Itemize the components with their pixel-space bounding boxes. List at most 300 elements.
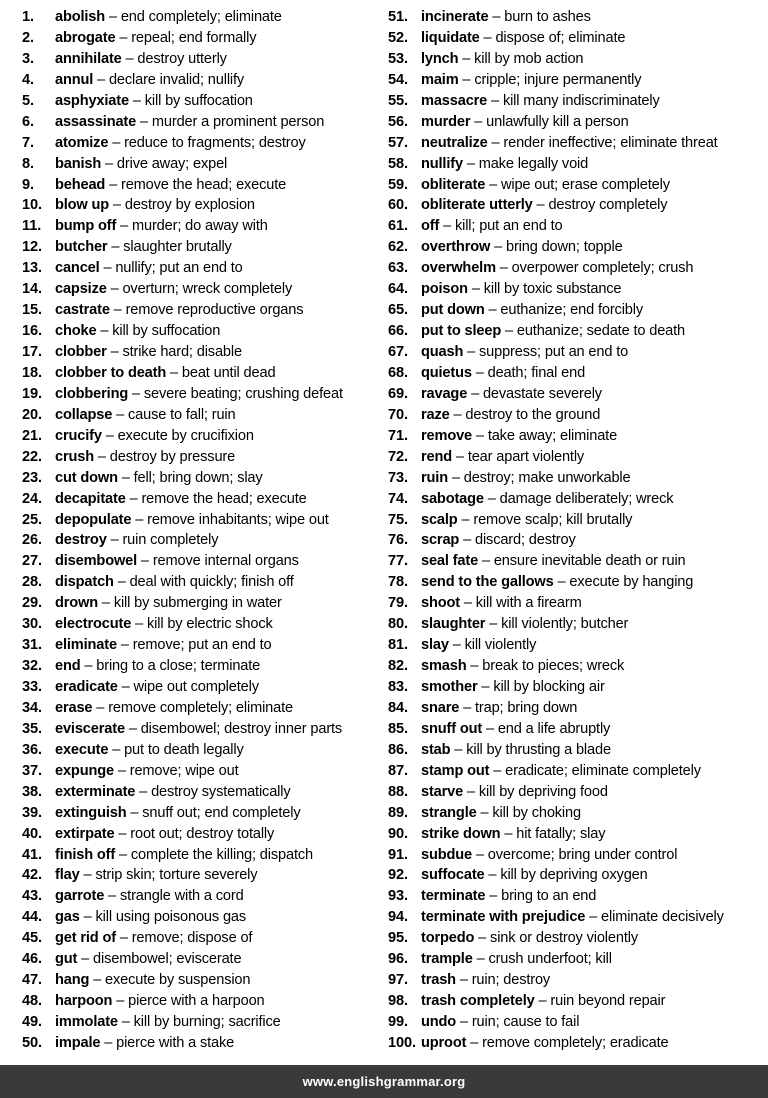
word-list-item-separator: – bbox=[166, 364, 182, 381]
word-list-item-separator: – bbox=[476, 804, 493, 821]
word-list-item-separator: – bbox=[449, 406, 466, 423]
word-list-item bbox=[22, 907, 380, 928]
word-list-item bbox=[388, 468, 764, 489]
word-list-item-number: 25. bbox=[22, 511, 42, 528]
word-list-item-body bbox=[421, 363, 585, 384]
word-list-item-separator: – bbox=[125, 490, 142, 507]
word-list-item-definition: ruin; destroy bbox=[471, 972, 551, 989]
word-list-item-definition: destroy systematically bbox=[151, 783, 291, 800]
word-list-item-body bbox=[55, 907, 246, 928]
word-list-item-body bbox=[421, 489, 673, 510]
word-list-item-definition: kill by electric shock bbox=[147, 616, 273, 633]
word-list-item-body bbox=[421, 928, 638, 949]
word-list-item-term: lynch bbox=[421, 50, 459, 67]
word-list-item-definition: drive away; expel bbox=[116, 155, 228, 172]
word-list-item bbox=[22, 865, 380, 886]
word-list-item bbox=[388, 551, 764, 572]
word-list-item-body bbox=[421, 1012, 579, 1033]
word-list-item-definition: kill with a firearm bbox=[475, 595, 582, 612]
word-list-item-number: 12. bbox=[22, 239, 42, 256]
word-list-item-body bbox=[55, 175, 286, 196]
word-list-item-body bbox=[421, 530, 576, 551]
word-list-item-number: 84. bbox=[388, 699, 408, 716]
word-list-item-term: scalp bbox=[421, 511, 458, 528]
word-list-item-separator: – bbox=[99, 260, 116, 277]
word-list-item-number: 45. bbox=[22, 930, 42, 947]
word-list-item-separator: – bbox=[472, 846, 488, 863]
word-list-item bbox=[388, 1012, 764, 1033]
word-list-item-definition: remove the head; execute bbox=[120, 176, 287, 193]
word-list-item bbox=[22, 510, 380, 531]
word-list-item bbox=[388, 321, 764, 342]
word-list-item-definition: eradicate; eliminate completely bbox=[505, 762, 701, 779]
word-list-item bbox=[22, 593, 380, 614]
word-list-item-definition: repeal; end formally bbox=[131, 29, 257, 46]
word-list-item-definition: kill by suffocation bbox=[112, 323, 221, 340]
word-list-item-body bbox=[55, 572, 294, 593]
word-list-item-definition: kill by choking bbox=[492, 804, 581, 821]
word-list-item-number: 75. bbox=[388, 511, 408, 528]
word-list-item-separator: – bbox=[128, 92, 145, 109]
word-list-item-term: castrate bbox=[55, 302, 110, 319]
word-list-item-definition: trap; bring down bbox=[474, 699, 578, 716]
word-list-item-term: smash bbox=[421, 658, 467, 675]
word-list-item bbox=[22, 279, 380, 300]
word-list-item bbox=[388, 112, 764, 133]
word-list-item bbox=[22, 949, 380, 970]
word-list-item bbox=[388, 279, 764, 300]
word-list-item-number: 69. bbox=[388, 385, 408, 402]
word-list-item-body bbox=[421, 384, 602, 405]
word-list-item bbox=[388, 928, 764, 949]
word-list-item-body bbox=[421, 447, 584, 468]
word-list-item-body bbox=[55, 426, 254, 447]
word-list-item-body bbox=[421, 551, 686, 572]
word-list-item-definition: kill by depriving food bbox=[478, 783, 608, 800]
word-list-item-number: 88. bbox=[388, 783, 408, 800]
word-list-item-definition: destroy utterly bbox=[137, 50, 227, 67]
word-list-item-definition: murder; do away with bbox=[132, 218, 268, 235]
word-list-item-body bbox=[55, 321, 220, 342]
word-list-item-body bbox=[55, 112, 324, 133]
word-list-item bbox=[388, 405, 764, 426]
word-list-item-number: 15. bbox=[22, 302, 42, 319]
word-list-item-separator: – bbox=[459, 699, 475, 716]
word-list-item-number: 86. bbox=[388, 741, 408, 758]
word-list-item-term: starve bbox=[421, 783, 464, 800]
word-list-item-definition: remove completely; eliminate bbox=[108, 699, 293, 716]
word-list-item-separator: – bbox=[131, 511, 148, 528]
word-list-item-number: 21. bbox=[22, 427, 42, 444]
word-list-item-separator: – bbox=[126, 804, 143, 821]
word-list-item-body bbox=[421, 195, 667, 216]
word-list-item-definition: euthanize; end forcibly bbox=[500, 302, 644, 319]
word-list-item-separator: – bbox=[116, 218, 132, 235]
word-list-item-separator: – bbox=[483, 490, 500, 507]
word-list-item-body bbox=[421, 321, 685, 342]
word-list-item-separator: – bbox=[105, 176, 121, 193]
word-list-item-term: terminate bbox=[421, 888, 486, 905]
word-list-item-number: 62. bbox=[388, 239, 408, 256]
word-list-item-separator: – bbox=[459, 595, 476, 612]
word-list-item-body bbox=[421, 677, 605, 698]
word-list-item-number: 80. bbox=[388, 616, 408, 633]
word-list-item-body bbox=[55, 593, 282, 614]
word-list-item-definition: slaughter brutally bbox=[123, 239, 232, 256]
word-list-item-definition: snuff out; end completely bbox=[142, 804, 301, 821]
word-list-item-body bbox=[55, 342, 242, 363]
word-list-item-number: 63. bbox=[388, 260, 408, 277]
word-list-item bbox=[388, 49, 764, 70]
footer-website-url: www.englishgrammar.org bbox=[302, 1074, 466, 1089]
word-list-item-number: 5. bbox=[22, 92, 34, 109]
word-list-item-number: 61. bbox=[388, 218, 408, 235]
word-list-item bbox=[388, 195, 764, 216]
word-list-item-number: 41. bbox=[22, 846, 42, 863]
word-list-item-number: 14. bbox=[22, 281, 42, 298]
word-list-item-separator: – bbox=[484, 302, 501, 319]
word-list-item bbox=[388, 175, 764, 196]
word-list-item-term: atomize bbox=[55, 134, 109, 151]
word-list-item-number: 6. bbox=[22, 113, 34, 130]
word-list-item-body bbox=[421, 133, 718, 154]
word-list-item bbox=[22, 635, 380, 656]
word-list-item-term: choke bbox=[55, 323, 97, 340]
word-list-item-number: 77. bbox=[388, 553, 408, 570]
word-list-item bbox=[22, 175, 380, 196]
word-list-item-body bbox=[55, 865, 257, 886]
word-list-item bbox=[22, 7, 380, 28]
word-list-item bbox=[388, 949, 764, 970]
word-list-item bbox=[22, 530, 380, 551]
word-list-item-term: abrogate bbox=[55, 29, 116, 46]
word-list-item-separator: – bbox=[488, 9, 505, 25]
word-list-item-body bbox=[421, 719, 610, 740]
word-list-item-number: 60. bbox=[388, 197, 408, 214]
word-list-item-definition: declare invalid; nullify bbox=[108, 71, 245, 88]
word-list-item-number: 52. bbox=[388, 29, 408, 46]
word-list-item-term: put down bbox=[421, 302, 485, 319]
word-list-item bbox=[22, 49, 380, 70]
word-list-item-separator: – bbox=[462, 155, 479, 172]
word-list-item bbox=[388, 635, 764, 656]
word-list-item-term: flay bbox=[55, 867, 80, 884]
word-list-item-separator: – bbox=[532, 197, 549, 214]
word-list-item bbox=[22, 824, 380, 845]
word-list-item bbox=[22, 761, 380, 782]
word-list-item bbox=[22, 928, 380, 949]
word-list-item-separator: – bbox=[489, 762, 506, 779]
word-list-item-body bbox=[421, 91, 660, 112]
word-list-item bbox=[22, 489, 380, 510]
word-list-item-definition: bring to a close; terminate bbox=[96, 658, 261, 675]
word-list-item-body bbox=[421, 782, 608, 803]
word-list-item-body bbox=[55, 363, 275, 384]
word-list-item-definition: kill by suffocation bbox=[144, 92, 253, 109]
word-list-item-term: crucify bbox=[55, 427, 102, 444]
word-list-item-definition: beat until dead bbox=[181, 364, 276, 381]
word-list-item-separator: – bbox=[478, 553, 494, 570]
word-list-item-term: quietus bbox=[421, 364, 472, 381]
word-list-item-definition: kill; put an end to bbox=[454, 218, 563, 235]
word-list-item-term: extirpate bbox=[55, 825, 115, 842]
word-list-item-number: 16. bbox=[22, 323, 42, 340]
word-list-item-body bbox=[55, 614, 273, 635]
word-list-item-body bbox=[55, 405, 235, 426]
word-list-item-definition: strike hard; disable bbox=[122, 344, 242, 360]
word-list-item-separator: – bbox=[79, 909, 96, 926]
word-list-item-number: 53. bbox=[388, 50, 408, 67]
word-list-item-definition: bring down; topple bbox=[505, 239, 623, 256]
word-list-item bbox=[388, 237, 764, 258]
word-list-item-separator: – bbox=[457, 511, 474, 528]
word-list-item-term: off bbox=[421, 218, 440, 235]
word-list-item-definition: murder a prominent person bbox=[151, 113, 325, 130]
word-list-item-definition: kill by toxic substance bbox=[483, 281, 622, 298]
word-list-item bbox=[22, 886, 380, 907]
word-list-item-separator: – bbox=[472, 427, 488, 444]
word-list-item-body bbox=[421, 824, 605, 845]
word-list-item bbox=[22, 258, 380, 279]
word-list-item bbox=[22, 300, 380, 321]
word-list-item-separator: – bbox=[121, 50, 138, 67]
word-list-item-body bbox=[55, 719, 342, 740]
word-list-item bbox=[388, 824, 764, 845]
word-list-item bbox=[388, 782, 764, 803]
word-list-item-number: 54. bbox=[388, 71, 408, 88]
word-list-item-term: snuff out bbox=[421, 720, 483, 737]
word-list-item bbox=[388, 342, 764, 363]
word-list-item-separator: – bbox=[458, 71, 475, 88]
word-list-item-number: 26. bbox=[22, 532, 42, 549]
word-list-item-number: 27. bbox=[22, 553, 42, 570]
word-list-item-term: butcher bbox=[55, 239, 108, 256]
word-list-item bbox=[22, 991, 380, 1012]
word-list-item-term: crush bbox=[55, 448, 94, 465]
word-list-item-definition: remove inhabitants; wipe out bbox=[147, 511, 329, 528]
word-list-item-body bbox=[421, 28, 625, 49]
word-list-item-number: 17. bbox=[22, 344, 42, 360]
word-list-item-separator: – bbox=[452, 448, 468, 465]
word-list-item-number: 66. bbox=[388, 323, 408, 340]
word-list-item-number: 40. bbox=[22, 825, 42, 842]
word-list-item-body bbox=[55, 468, 263, 489]
word-list-item-separator: – bbox=[479, 29, 496, 46]
word-list-item-term: erase bbox=[55, 699, 93, 716]
word-list-item-number: 4. bbox=[22, 71, 34, 88]
word-list-item-term: exterminate bbox=[55, 783, 136, 800]
word-list-item-number: 94. bbox=[388, 909, 408, 926]
word-list-item bbox=[22, 698, 380, 719]
word-list-item-definition: make legally void bbox=[478, 155, 589, 172]
word-list-item-number: 1. bbox=[22, 9, 34, 25]
word-list-item-separator: – bbox=[101, 427, 118, 444]
word-list-item-body bbox=[421, 991, 665, 1012]
word-list-item-term: clobbering bbox=[55, 385, 129, 402]
word-list-item-number: 96. bbox=[388, 951, 408, 968]
word-list-item-definition: kill by burning; sacrifice bbox=[133, 1014, 281, 1030]
word-list-item-term: trample bbox=[421, 951, 473, 968]
word-list-item-definition: root out; destroy totally bbox=[130, 825, 275, 842]
word-list-item bbox=[22, 677, 380, 698]
word-list-item-separator: – bbox=[485, 888, 502, 905]
word-list-item-body bbox=[55, 237, 232, 258]
word-list-item-separator: – bbox=[472, 951, 489, 968]
word-list-item-number: 19. bbox=[22, 385, 42, 402]
word-list-item-definition: strangle with a cord bbox=[120, 888, 244, 905]
word-list-item bbox=[22, 28, 380, 49]
word-list-item-body bbox=[421, 405, 600, 426]
word-list-item-definition: discard; destroy bbox=[474, 532, 576, 549]
word-list-item-number: 65. bbox=[388, 302, 408, 319]
word-list-item-definition: execute by hanging bbox=[569, 574, 694, 591]
word-list-item-definition: destroy completely bbox=[548, 197, 668, 214]
word-list-item-term: ruin bbox=[421, 469, 448, 486]
word-list-item bbox=[22, 363, 380, 384]
word-list-item-term: annul bbox=[55, 71, 94, 88]
word-list-item-definition: overpower completely; crush bbox=[511, 260, 694, 277]
word-list-item-definition: put to death legally bbox=[124, 741, 244, 758]
word-list-item-term: hang bbox=[55, 972, 90, 989]
word-list-item-body bbox=[55, 279, 292, 300]
word-list-item-number: 58. bbox=[388, 155, 408, 172]
word-list-item-body bbox=[55, 949, 241, 970]
word-list-item-number: 22. bbox=[22, 448, 42, 465]
word-list-item-separator: – bbox=[474, 930, 491, 947]
word-list-item-body bbox=[421, 698, 577, 719]
word-list-item-body bbox=[421, 803, 581, 824]
word-list-item bbox=[22, 447, 380, 468]
word-list-item-body bbox=[55, 154, 227, 175]
word-list-item-term: neutralize bbox=[421, 134, 488, 151]
word-list-item-number: 89. bbox=[388, 804, 408, 821]
word-list-item-separator: – bbox=[101, 155, 117, 172]
word-list-item-separator: – bbox=[463, 344, 480, 360]
word-list-item bbox=[22, 1012, 380, 1033]
word-list-item-separator: – bbox=[96, 323, 113, 340]
word-list-item-term: garrote bbox=[55, 888, 105, 905]
word-list-item bbox=[22, 468, 380, 489]
word-list-item-definition: severe beating; crushing defeat bbox=[143, 385, 343, 402]
word-list-item-separator: – bbox=[501, 323, 517, 340]
word-list-item-separator: – bbox=[585, 909, 602, 926]
word-list-item-definition: wipe out; erase completely bbox=[500, 176, 670, 193]
word-list-item-body bbox=[421, 656, 624, 677]
word-list-item bbox=[22, 216, 380, 237]
word-list-item-definition: remove reproductive organs bbox=[125, 302, 304, 319]
word-list-item-separator: – bbox=[450, 741, 467, 758]
word-list-item-separator: – bbox=[89, 972, 106, 989]
word-list-item-definition: crush underfoot; kill bbox=[488, 951, 612, 968]
word-list-item-number: 72. bbox=[388, 448, 408, 465]
word-list-item bbox=[388, 530, 764, 551]
word-list-item-body bbox=[421, 593, 582, 614]
word-list-item-separator: – bbox=[100, 1034, 117, 1051]
word-list-item-definition: cause to fall; ruin bbox=[128, 406, 236, 423]
word-list-item-separator: – bbox=[80, 658, 97, 675]
word-list-item-definition: strip skin; torture severely bbox=[95, 867, 258, 884]
word-list-item bbox=[388, 384, 764, 405]
word-list-item-definition: kill by depriving oxygen bbox=[500, 867, 648, 884]
word-list-item bbox=[388, 258, 764, 279]
word-list-item-separator: – bbox=[471, 364, 488, 381]
word-list-item-number: 92. bbox=[388, 867, 408, 884]
word-list-item bbox=[22, 321, 380, 342]
word-list-item-definition: kill by thrusting a blade bbox=[466, 741, 611, 758]
word-list-item-number: 34. bbox=[22, 699, 42, 716]
word-list-item-definition: remove; wipe out bbox=[129, 762, 239, 779]
word-list-item-number: 2. bbox=[22, 29, 34, 46]
word-list-item-separator: – bbox=[107, 239, 124, 256]
word-list-item-term: cut down bbox=[55, 469, 118, 486]
word-list-item-number: 43. bbox=[22, 888, 42, 905]
word-list-item-definition: wipe out completely bbox=[133, 679, 259, 695]
word-list-item-definition: end completely; eliminate bbox=[120, 9, 282, 25]
word-list-item-separator: – bbox=[115, 930, 132, 947]
word-list-item-separator: – bbox=[112, 406, 128, 423]
word-list-item-term: eliminate bbox=[55, 637, 117, 654]
word-list-item-body bbox=[55, 7, 282, 28]
word-list-item-body bbox=[421, 237, 623, 258]
word-list-item-definition: kill violently; butcher bbox=[501, 616, 629, 633]
word-list-item-definition: destroy; make unworkable bbox=[463, 469, 631, 486]
word-list-item-separator: – bbox=[131, 616, 147, 633]
word-list-item-definition: tear apart violently bbox=[467, 448, 585, 465]
word-list-item-separator: – bbox=[470, 113, 487, 130]
word-list-item-definition: reduce to fragments; destroy bbox=[124, 134, 306, 151]
word-list-item-separator: – bbox=[108, 134, 125, 151]
word-list-item-definition: execute by suspension bbox=[105, 972, 251, 989]
word-list-item-number: 50. bbox=[22, 1034, 42, 1051]
word-list-item bbox=[388, 70, 764, 91]
word-list-item-number: 3. bbox=[22, 50, 34, 67]
word-list-item-definition: euthanize; sedate to death bbox=[516, 323, 685, 340]
word-list-item-number: 47. bbox=[22, 972, 42, 989]
word-list-item bbox=[388, 300, 764, 321]
word-list-item-separator: – bbox=[116, 637, 133, 654]
word-list-item-definition: render ineffective; eliminate threat bbox=[503, 134, 718, 151]
word-list-item-term: trash bbox=[421, 972, 456, 989]
word-list-item bbox=[22, 1033, 380, 1054]
word-list-item-term: incinerate bbox=[421, 9, 489, 25]
word-list-item-number: 71. bbox=[388, 427, 408, 444]
word-list-item bbox=[22, 133, 380, 154]
word-list-item-definition: break to pieces; wreck bbox=[482, 658, 625, 675]
word-list-item bbox=[22, 384, 380, 405]
word-list-item-definition: destroy by pressure bbox=[109, 448, 236, 465]
word-list-item bbox=[388, 677, 764, 698]
word-list-item-body bbox=[421, 342, 628, 363]
word-list-item-term: massacre bbox=[421, 92, 488, 109]
word-list-item-number: 39. bbox=[22, 804, 42, 821]
word-list-item-definition: remove; put an end to bbox=[132, 637, 272, 654]
word-list-item-term: slay bbox=[421, 637, 449, 654]
word-list-item-number: 48. bbox=[22, 993, 42, 1010]
word-list-item bbox=[22, 656, 380, 677]
word-list-item-separator: – bbox=[117, 1014, 134, 1030]
word-list-item-body bbox=[421, 112, 629, 133]
word-list-item-definition: end a life abruptly bbox=[497, 720, 611, 737]
word-list-item-body bbox=[421, 1033, 669, 1054]
word-list-item-term: shoot bbox=[421, 595, 460, 612]
word-list-item bbox=[388, 216, 764, 237]
word-list-item-separator: – bbox=[534, 993, 551, 1010]
word-list-item-body bbox=[421, 572, 693, 593]
word-list-item-body bbox=[55, 300, 303, 321]
word-list-item-number: 100. bbox=[388, 1034, 417, 1051]
word-list-item bbox=[388, 489, 764, 510]
word-list-item-term: impale bbox=[55, 1034, 101, 1051]
